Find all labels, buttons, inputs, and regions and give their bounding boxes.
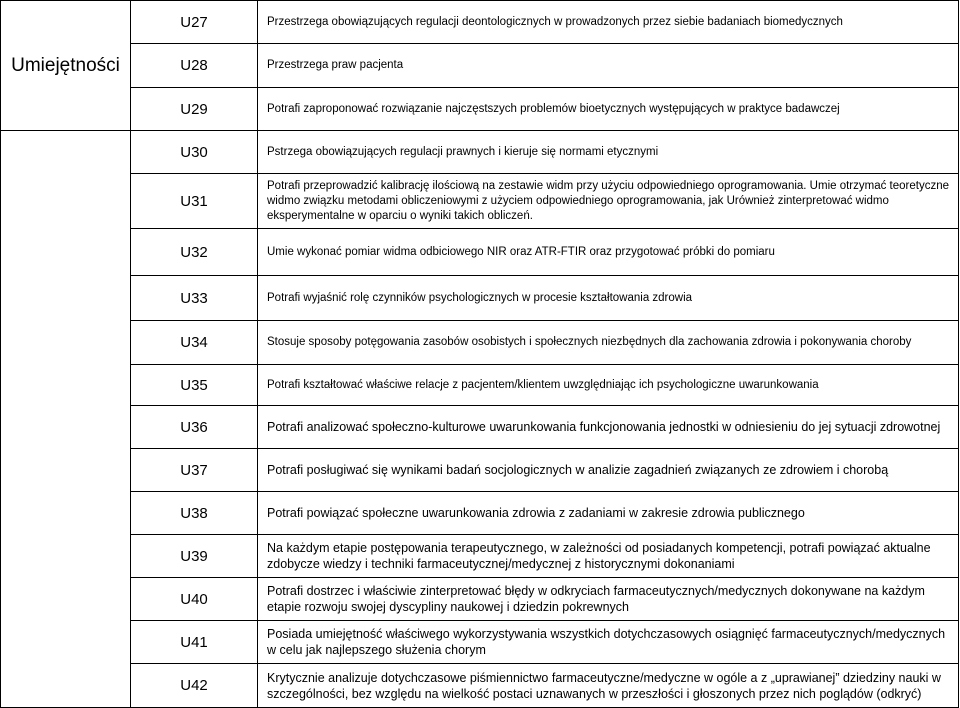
- table-row: [1, 321, 959, 365]
- outcome-description: Potrafi zaproponować rozwiązanie najczęstszych problemów bioetycznych występujących w praktyce badawczej: [258, 88, 959, 131]
- outcome-code: U32: [131, 229, 258, 276]
- outcome-code: U31: [131, 174, 258, 229]
- outcome-description: Potrafi posługiwać się wynikami badań socjologicznych w analizie zagadnień związanych ze zdrowiem i chorobą: [258, 449, 959, 492]
- table-row: [1, 664, 959, 708]
- table-row: [1, 621, 959, 664]
- outcome-description: Przestrzega praw pacjenta: [258, 44, 959, 88]
- outcome-code: U27: [131, 1, 258, 44]
- table-row: [1, 492, 959, 535]
- outcome-description: Krytycznie analizuje dotychczasowe piśmiennictwo farmaceutyczne/medyczne w ogóle a z „uprawianej” dziedziny nauki w szczególności, bez względu na wielkość postaci uznawanych w przeszłości i głoszonych przez nich poglądów (odkryć): [258, 664, 959, 708]
- outcome-description: Potrafi przeprowadzić kalibrację ilościową na zestawie widm przy użyciu odpowiedniego oprogramowania. Umie otrzymać teoretyczne widmo związku metodami obliczeniowymi z użyciem odpowiedniego oprogramowania, jak Urównież zinterpretować widmo eksperymentalne w oparciu o wyniki takich obliczeń.: [258, 174, 959, 229]
- outcome-code: U39: [131, 535, 258, 578]
- outcome-code: U40: [131, 578, 258, 621]
- outcome-code: U41: [131, 621, 258, 664]
- table-row: [1, 449, 959, 492]
- outcome-code: U34: [131, 321, 258, 365]
- outcome-code: U29: [131, 88, 258, 131]
- outcome-description: Na każdym etapie postępowania terapeutycznego, w zależności od posiadanych kompetencji, potrafi powiązać aktualne zdobycze wiedzy i techniki farmaceutycznej/medycznej z historycznymi dokonaniami: [258, 535, 959, 578]
- category-cell: Umiejętności: [1, 1, 131, 131]
- table-row: [1, 229, 959, 276]
- outcome-code: U33: [131, 276, 258, 321]
- outcome-code: U30: [131, 131, 258, 174]
- table-row: [1, 1, 959, 44]
- category-cell-empty: [1, 535, 131, 708]
- table-row: [1, 174, 959, 229]
- table-row: [1, 88, 959, 131]
- outcome-code: U42: [131, 664, 258, 708]
- table-row: [1, 131, 959, 174]
- table-row: [1, 578, 959, 621]
- table-row: [1, 44, 959, 88]
- outcome-description: Umie wykonać pomiar widma odbiciowego NIR oraz ATR-FTIR oraz przygotować próbki do pomiaru: [258, 229, 959, 276]
- outcome-description: Potrafi analizować społeczno-kulturowe uwarunkowania funkcjonowania jednostki w odniesieniu do jej sytuacji zdrowotnej: [258, 406, 959, 449]
- outcome-code: U35: [131, 365, 258, 406]
- outcome-code: U36: [131, 406, 258, 449]
- outcome-description: Posiada umiejętność właściwego wykorzystywania wszystkich dotychczasowych osiągnięć farmaceutycznych/medycznych w celu jak najlepszego służenia chorym: [258, 621, 959, 664]
- category-cell-empty: [1, 131, 131, 535]
- outcome-description: Potrafi powiązać społeczne uwarunkowania zdrowia z zadaniami w zakresie zdrowia publicznego: [258, 492, 959, 535]
- table-row: [1, 406, 959, 449]
- outcome-description: Potrafi wyjaśnić rolę czynników psychologicznych w procesie kształtowania zdrowia: [258, 276, 959, 321]
- outcome-code: U28: [131, 44, 258, 88]
- outcome-code: U37: [131, 449, 258, 492]
- outcome-description: Potrafi dostrzec i właściwie zinterpretować błędy w odkryciach farmaceutycznych/medycznych dokonywane na każdym etapie rozwoju swojej dyscypliny naukowej i dziedzin pokrewnych: [258, 578, 959, 621]
- outcome-code: U38: [131, 492, 258, 535]
- table-row: [1, 276, 959, 321]
- table-row: [1, 365, 959, 406]
- outcome-description: Przestrzega obowiązujących regulacji deontologicznych w prowadzonych przez siebie badaniach biomedycznych: [258, 1, 959, 44]
- outcome-description: Stosuje sposoby potęgowania zasobów osobistych i społecznych niezbędnych dla zachowania zdrowia i pokonywania choroby: [258, 321, 959, 365]
- outcome-description: Pstrzega obowiązujących regulacji prawnych i kieruje się normami etycznymi: [258, 131, 959, 174]
- outcome-description: Potrafi kształtować właściwe relacje z pacjentem/klientem uwzględniając ich psychologiczne uwarunkowania: [258, 365, 959, 406]
- table-row: [1, 535, 959, 578]
